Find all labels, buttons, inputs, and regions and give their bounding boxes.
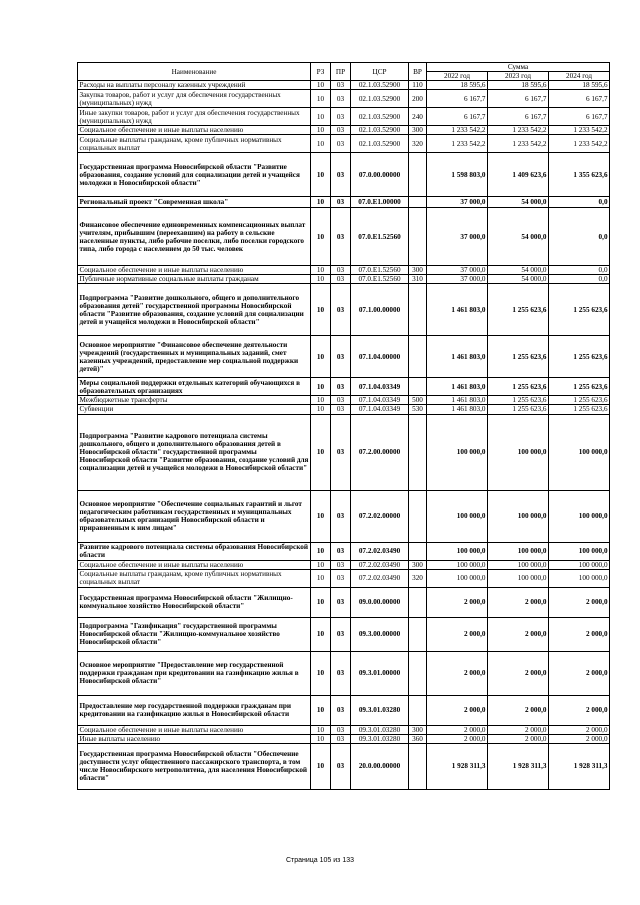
cell-2023: 1 255 623,6	[488, 378, 549, 396]
cell-2022: 2 000,0	[427, 734, 488, 743]
cell-2024: 100 000,0	[549, 542, 610, 560]
cell-vr: 500	[409, 396, 427, 405]
page-number: Страница 105 из 133	[285, 857, 355, 864]
cell-name: Финансовое обеспечение единовременных компенсационных выплат учителям, прибывшим (переехавшим) на работу в сельские населенные пункты, либо рабочие поселки, либо поселки городского типа, либо города с населением до 50 тыс. человек	[78, 208, 311, 266]
cell-csr: 20.0.00.00000	[351, 743, 409, 789]
cell-name: Меры социальной поддержки отдельных категорий обучающихся в образовательных организациях	[78, 378, 311, 396]
cell-2024: 100 000,0	[549, 569, 610, 587]
table-row	[78, 414, 610, 490]
cell-vr	[409, 378, 427, 396]
cell-name: Иные выплаты населению	[78, 734, 311, 743]
cell-2023: 54 000,0	[488, 197, 549, 208]
cell-2023: 2 000,0	[488, 725, 549, 734]
cell-rz: 10	[311, 266, 331, 275]
cell-2024: 100 000,0	[549, 560, 610, 569]
cell-vr: 200	[409, 90, 427, 108]
cell-rz: 10	[311, 81, 331, 90]
cell-2023: 2 000,0	[488, 587, 549, 617]
cell-2022: 1 461 803,0	[427, 336, 488, 378]
cell-vr: 530	[409, 405, 427, 414]
cell-2024: 0,0	[549, 197, 610, 208]
cell-vr: 300	[409, 725, 427, 734]
cell-vr: 360	[409, 734, 427, 743]
cell-pr: 03	[331, 725, 351, 734]
cell-2024: 1 233 542,2	[549, 126, 610, 135]
table-row	[78, 275, 610, 284]
cell-name: Подпрограмма "Развитие дошкольного, общего и дополнительного образования детей" государственной программы Новосибирской области "Развитие образования, создание условий для социализации детей и учащейся молодежи в Новосибирской области"	[78, 284, 311, 336]
cell-pr: 03	[331, 734, 351, 743]
cell-2022: 100 000,0	[427, 569, 488, 587]
cell-2024: 0,0	[549, 208, 610, 266]
cell-name: Основное мероприятие "Предоставление мер государственной поддержки гражданам при кредитовании на газификацию жилья в Новосибирской области"	[78, 651, 311, 695]
cell-csr: 09.3.01.00000	[351, 651, 409, 695]
table-row	[78, 197, 610, 208]
cell-rz: 10	[311, 542, 331, 560]
cell-2024: 2 000,0	[549, 617, 610, 651]
cell-rz: 10	[311, 153, 331, 197]
table-row	[78, 542, 610, 560]
cell-vr	[409, 490, 427, 542]
cell-csr: 07.2.02.03490	[351, 542, 409, 560]
cell-2022: 2 000,0	[427, 651, 488, 695]
cell-2023: 1 255 623,6	[488, 284, 549, 336]
cell-vr	[409, 542, 427, 560]
cell-2024: 1 255 623,6	[549, 284, 610, 336]
cell-rz: 10	[311, 90, 331, 108]
cell-pr: 03	[331, 617, 351, 651]
cell-vr: 300	[409, 560, 427, 569]
cell-csr: 02.1.03.52900	[351, 135, 409, 153]
cell-vr	[409, 284, 427, 336]
cell-pr: 03	[331, 490, 351, 542]
cell-csr: 09.3.01.03280	[351, 725, 409, 734]
cell-2024: 2 000,0	[549, 695, 610, 725]
cell-rz: 10	[311, 695, 331, 725]
cell-2024: 2 000,0	[549, 734, 610, 743]
cell-pr: 03	[331, 542, 351, 560]
table-row	[78, 135, 610, 153]
cell-2023: 2 000,0	[488, 734, 549, 743]
cell-rz: 10	[311, 396, 331, 405]
cell-2024: 2 000,0	[549, 587, 610, 617]
cell-2022: 2 000,0	[427, 725, 488, 734]
cell-csr: 07.2.02.03490	[351, 560, 409, 569]
cell-csr: 02.1.03.52900	[351, 126, 409, 135]
cell-2023: 1 928 311,3	[488, 743, 549, 789]
cell-vr: 240	[409, 108, 427, 126]
cell-2024: 1 255 623,6	[549, 378, 610, 396]
cell-pr: 03	[331, 208, 351, 266]
cell-2024: 1 255 623,6	[549, 336, 610, 378]
cell-name: Государственная программа Новосибирской области "Жилищно-коммунальное хозяйство Новосибирской области"	[78, 587, 311, 617]
cell-2022: 1 928 311,3	[427, 743, 488, 789]
cell-name: Публичные нормативные социальные выплаты гражданам	[78, 275, 311, 284]
cell-2022: 100 000,0	[427, 490, 488, 542]
cell-2022: 1 461 803,0	[427, 284, 488, 336]
cell-2022: 1 598 803,0	[427, 153, 488, 197]
cell-vr	[409, 743, 427, 789]
cell-vr	[409, 197, 427, 208]
cell-name: Основное мероприятие "Финансовое обеспечение деятельности учреждений (государственных и муниципальных заданий, смет казенных учреждений, предоставление мер социальной поддержки детей)"	[78, 336, 311, 378]
cell-csr: 07.0.E1.52560	[351, 266, 409, 275]
cell-rz: 10	[311, 490, 331, 542]
cell-2024: 100 000,0	[549, 490, 610, 542]
cell-2022: 100 000,0	[427, 414, 488, 490]
cell-csr: 02.1.03.52900	[351, 81, 409, 90]
cell-vr	[409, 414, 427, 490]
cell-rz: 10	[311, 108, 331, 126]
cell-csr: 07.0.E1.52560	[351, 275, 409, 284]
table-row	[78, 266, 610, 275]
cell-csr: 07.2.00.00000	[351, 414, 409, 490]
cell-2023: 54 000,0	[488, 266, 549, 275]
cell-2022: 1 461 803,0	[427, 378, 488, 396]
table-row	[78, 587, 610, 617]
cell-rz: 10	[311, 734, 331, 743]
cell-2023: 100 000,0	[488, 569, 549, 587]
cell-name: Основное мероприятие "Обеспечение социальных гарантий и льгот педагогическим работникам государственных и муниципальных образовательных организаций Новосибирской области и приравненным к ним лицам"	[78, 490, 311, 542]
cell-vr	[409, 587, 427, 617]
header-year-2024: 2024 год	[549, 72, 610, 81]
cell-name: Социальное обеспечение и иные выплаты населению	[78, 126, 311, 135]
table-row	[78, 743, 610, 789]
cell-vr	[409, 617, 427, 651]
cell-2024: 1 928 311,3	[549, 743, 610, 789]
cell-2024: 2 000,0	[549, 651, 610, 695]
header-rz: РЗ	[311, 63, 331, 81]
cell-vr: 320	[409, 135, 427, 153]
cell-2024: 1 233 542,2	[549, 135, 610, 153]
cell-2024: 18 595,6	[549, 81, 610, 90]
cell-csr: 09.3.00.00000	[351, 617, 409, 651]
cell-pr: 03	[331, 153, 351, 197]
cell-2023: 18 595,6	[488, 81, 549, 90]
header-year-2022: 2022 год	[427, 72, 488, 81]
header-csr: ЦСР	[351, 63, 409, 81]
cell-csr: 07.0.00.00000	[351, 153, 409, 197]
cell-2024: 1 355 623,6	[549, 153, 610, 197]
cell-csr: 09.3.01.03280	[351, 695, 409, 725]
cell-rz: 10	[311, 560, 331, 569]
cell-rz: 10	[311, 378, 331, 396]
cell-rz: 10	[311, 208, 331, 266]
cell-2022: 2 000,0	[427, 617, 488, 651]
cell-pr: 03	[331, 405, 351, 414]
cell-2023: 1 233 542,2	[488, 135, 549, 153]
table-row	[78, 90, 610, 108]
cell-2023: 2 000,0	[488, 617, 549, 651]
cell-csr: 07.0.E1.00000	[351, 197, 409, 208]
table-row	[78, 560, 610, 569]
table-row	[78, 126, 610, 135]
cell-name: Субвенции	[78, 405, 311, 414]
table-row	[78, 153, 610, 197]
cell-vr: 320	[409, 569, 427, 587]
header-name: Наименование	[78, 63, 311, 81]
cell-name: Подпрограмма "Развитие кадрового потенциала системы дошкольного, общего и дополнительного образования детей в Новосибирской области" государственной программы Новосибирской области "Развитие образования, создание условий для социализации детей и учащейся молодежи в Новосибирской области"	[78, 414, 311, 490]
cell-2023: 1 409 623,6	[488, 153, 549, 197]
cell-2024: 1 255 623,6	[549, 405, 610, 414]
cell-rz: 10	[311, 405, 331, 414]
cell-pr: 03	[331, 743, 351, 789]
cell-name: Социальное обеспечение и иные выплаты населению	[78, 725, 311, 734]
cell-pr: 03	[331, 560, 351, 569]
cell-2023: 100 000,0	[488, 490, 549, 542]
cell-csr: 07.2.02.03490	[351, 569, 409, 587]
cell-pr: 03	[331, 695, 351, 725]
cell-2024: 100 000,0	[549, 414, 610, 490]
table-row	[78, 284, 610, 336]
cell-vr: 310	[409, 275, 427, 284]
cell-2023: 54 000,0	[488, 208, 549, 266]
cell-2022: 100 000,0	[427, 542, 488, 560]
cell-2023: 54 000,0	[488, 275, 549, 284]
cell-name: Подпрограмма "Газификация" государственной программы Новосибирской области "Жилищно-коммунальное хозяйство Новосибирской области"	[78, 617, 311, 651]
header-vr: ВР	[409, 63, 427, 81]
cell-name: Государственная программа Новосибирской области "Развитие образования, создание условий для социализации детей и учащейся молодежи в Новосибирской области"	[78, 153, 311, 197]
cell-pr: 03	[331, 378, 351, 396]
cell-pr: 03	[331, 336, 351, 378]
table-row	[78, 378, 610, 396]
cell-vr	[409, 153, 427, 197]
cell-2022: 37 000,0	[427, 275, 488, 284]
cell-vr	[409, 695, 427, 725]
cell-2022: 1 233 542,2	[427, 135, 488, 153]
cell-rz: 10	[311, 197, 331, 208]
cell-name: Государственная программа Новосибирской области "Обеспечение доступности услуг общественного пассажирского транспорта, в том числе Новосибирского метрополитена, для населения Новосибирской области"	[78, 743, 311, 789]
cell-name: Межбюджетные трансферты	[78, 396, 311, 405]
cell-name: Расходы на выплаты персоналу казенных учреждений	[78, 81, 311, 90]
cell-2024: 6 167,7	[549, 108, 610, 126]
cell-2024: 0,0	[549, 266, 610, 275]
cell-pr: 03	[331, 284, 351, 336]
table-row	[78, 108, 610, 126]
cell-rz: 10	[311, 617, 331, 651]
cell-2022: 6 167,7	[427, 90, 488, 108]
cell-name: Социальные выплаты гражданам, кроме публичных нормативных социальных выплат	[78, 135, 311, 153]
cell-2022: 1 233 542,2	[427, 126, 488, 135]
cell-pr: 03	[331, 396, 351, 405]
cell-2022: 18 595,6	[427, 81, 488, 90]
cell-rz: 10	[311, 743, 331, 789]
cell-pr: 03	[331, 108, 351, 126]
cell-name: Закупка товаров, работ и услуг для обеспечения государственных (муниципальных) нужд	[78, 90, 311, 108]
cell-pr: 03	[331, 266, 351, 275]
cell-csr: 07.1.04.03349	[351, 378, 409, 396]
cell-2022: 37 000,0	[427, 197, 488, 208]
cell-csr: 09.3.01.03280	[351, 734, 409, 743]
table-row	[78, 734, 610, 743]
cell-2023: 1 233 542,2	[488, 126, 549, 135]
cell-2023: 100 000,0	[488, 414, 549, 490]
cell-name: Развитие кадрового потенциала системы образования Новосибирской области	[78, 542, 311, 560]
cell-rz: 10	[311, 275, 331, 284]
table-row	[78, 405, 610, 414]
cell-rz: 10	[311, 569, 331, 587]
cell-name: Региональный проект "Современная школа"	[78, 197, 311, 208]
cell-name: Социальное обеспечение и иные выплаты населению	[78, 560, 311, 569]
cell-2023: 1 255 623,6	[488, 405, 549, 414]
cell-pr: 03	[331, 587, 351, 617]
cell-2022: 2 000,0	[427, 587, 488, 617]
cell-rz: 10	[311, 135, 331, 153]
cell-pr: 03	[331, 569, 351, 587]
cell-csr: 07.1.04.00000	[351, 336, 409, 378]
cell-2023: 6 167,7	[488, 90, 549, 108]
cell-2023: 1 255 623,6	[488, 336, 549, 378]
cell-2022: 2 000,0	[427, 695, 488, 725]
cell-csr: 09.0.00.00000	[351, 587, 409, 617]
cell-rz: 10	[311, 651, 331, 695]
cell-vr	[409, 336, 427, 378]
cell-2022: 37 000,0	[427, 266, 488, 275]
cell-vr	[409, 651, 427, 695]
cell-2024: 2 000,0	[549, 725, 610, 734]
table-row	[78, 695, 610, 725]
cell-csr: 07.1.04.03349	[351, 405, 409, 414]
header-year-2023: 2023 год	[488, 72, 549, 81]
cell-rz: 10	[311, 587, 331, 617]
budget-table	[77, 62, 610, 790]
cell-csr: 02.1.03.52900	[351, 108, 409, 126]
cell-2024: 1 255 623,6	[549, 396, 610, 405]
cell-rz: 10	[311, 725, 331, 734]
cell-csr: 07.2.02.00000	[351, 490, 409, 542]
cell-name: Иные закупки товаров, работ и услуг для обеспечения государственных (муниципальных) нужд	[78, 108, 311, 126]
cell-vr	[409, 208, 427, 266]
cell-2024: 6 167,7	[549, 90, 610, 108]
cell-csr: 07.1.04.03349	[351, 396, 409, 405]
header-sum: Сумма	[427, 63, 610, 72]
cell-rz: 10	[311, 284, 331, 336]
table-body	[78, 81, 610, 790]
table-row	[78, 725, 610, 734]
cell-2023: 2 000,0	[488, 695, 549, 725]
table-row	[78, 336, 610, 378]
cell-2023: 100 000,0	[488, 542, 549, 560]
cell-pr: 03	[331, 81, 351, 90]
cell-rz: 10	[311, 336, 331, 378]
cell-vr: 110	[409, 81, 427, 90]
table-row	[78, 490, 610, 542]
cell-rz: 10	[311, 414, 331, 490]
cell-2022: 37 000,0	[427, 208, 488, 266]
cell-2022: 1 461 803,0	[427, 396, 488, 405]
cell-pr: 03	[331, 197, 351, 208]
cell-csr: 07.0.E1.52560	[351, 208, 409, 266]
cell-2022: 100 000,0	[427, 560, 488, 569]
cell-2022: 1 461 803,0	[427, 405, 488, 414]
table-row	[78, 396, 610, 405]
cell-pr: 03	[331, 414, 351, 490]
cell-vr: 300	[409, 266, 427, 275]
table-row	[78, 208, 610, 266]
cell-pr: 03	[331, 135, 351, 153]
cell-2022: 6 167,7	[427, 108, 488, 126]
cell-name: Предоставление мер государственной поддержки гражданам при кредитовании на газификацию жилья в Новосибирской области	[78, 695, 311, 725]
cell-2023: 6 167,7	[488, 108, 549, 126]
table-row	[78, 81, 610, 90]
cell-pr: 03	[331, 651, 351, 695]
cell-pr: 03	[331, 90, 351, 108]
header-pr: ПР	[331, 63, 351, 81]
cell-2023: 1 255 623,6	[488, 396, 549, 405]
table-row	[78, 617, 610, 651]
cell-csr: 07.1.00.00000	[351, 284, 409, 336]
table-row	[78, 651, 610, 695]
cell-csr: 02.1.03.52900	[351, 90, 409, 108]
cell-2024: 0,0	[549, 275, 610, 284]
cell-name: Социальные выплаты гражданам, кроме публичных нормативных социальных выплат	[78, 569, 311, 587]
cell-pr: 03	[331, 275, 351, 284]
cell-2023: 100 000,0	[488, 560, 549, 569]
cell-name: Социальное обеспечение и иные выплаты населению	[78, 266, 311, 275]
table-row	[78, 569, 610, 587]
cell-2023: 2 000,0	[488, 651, 549, 695]
cell-rz: 10	[311, 126, 331, 135]
cell-pr: 03	[331, 126, 351, 135]
cell-vr: 300	[409, 126, 427, 135]
